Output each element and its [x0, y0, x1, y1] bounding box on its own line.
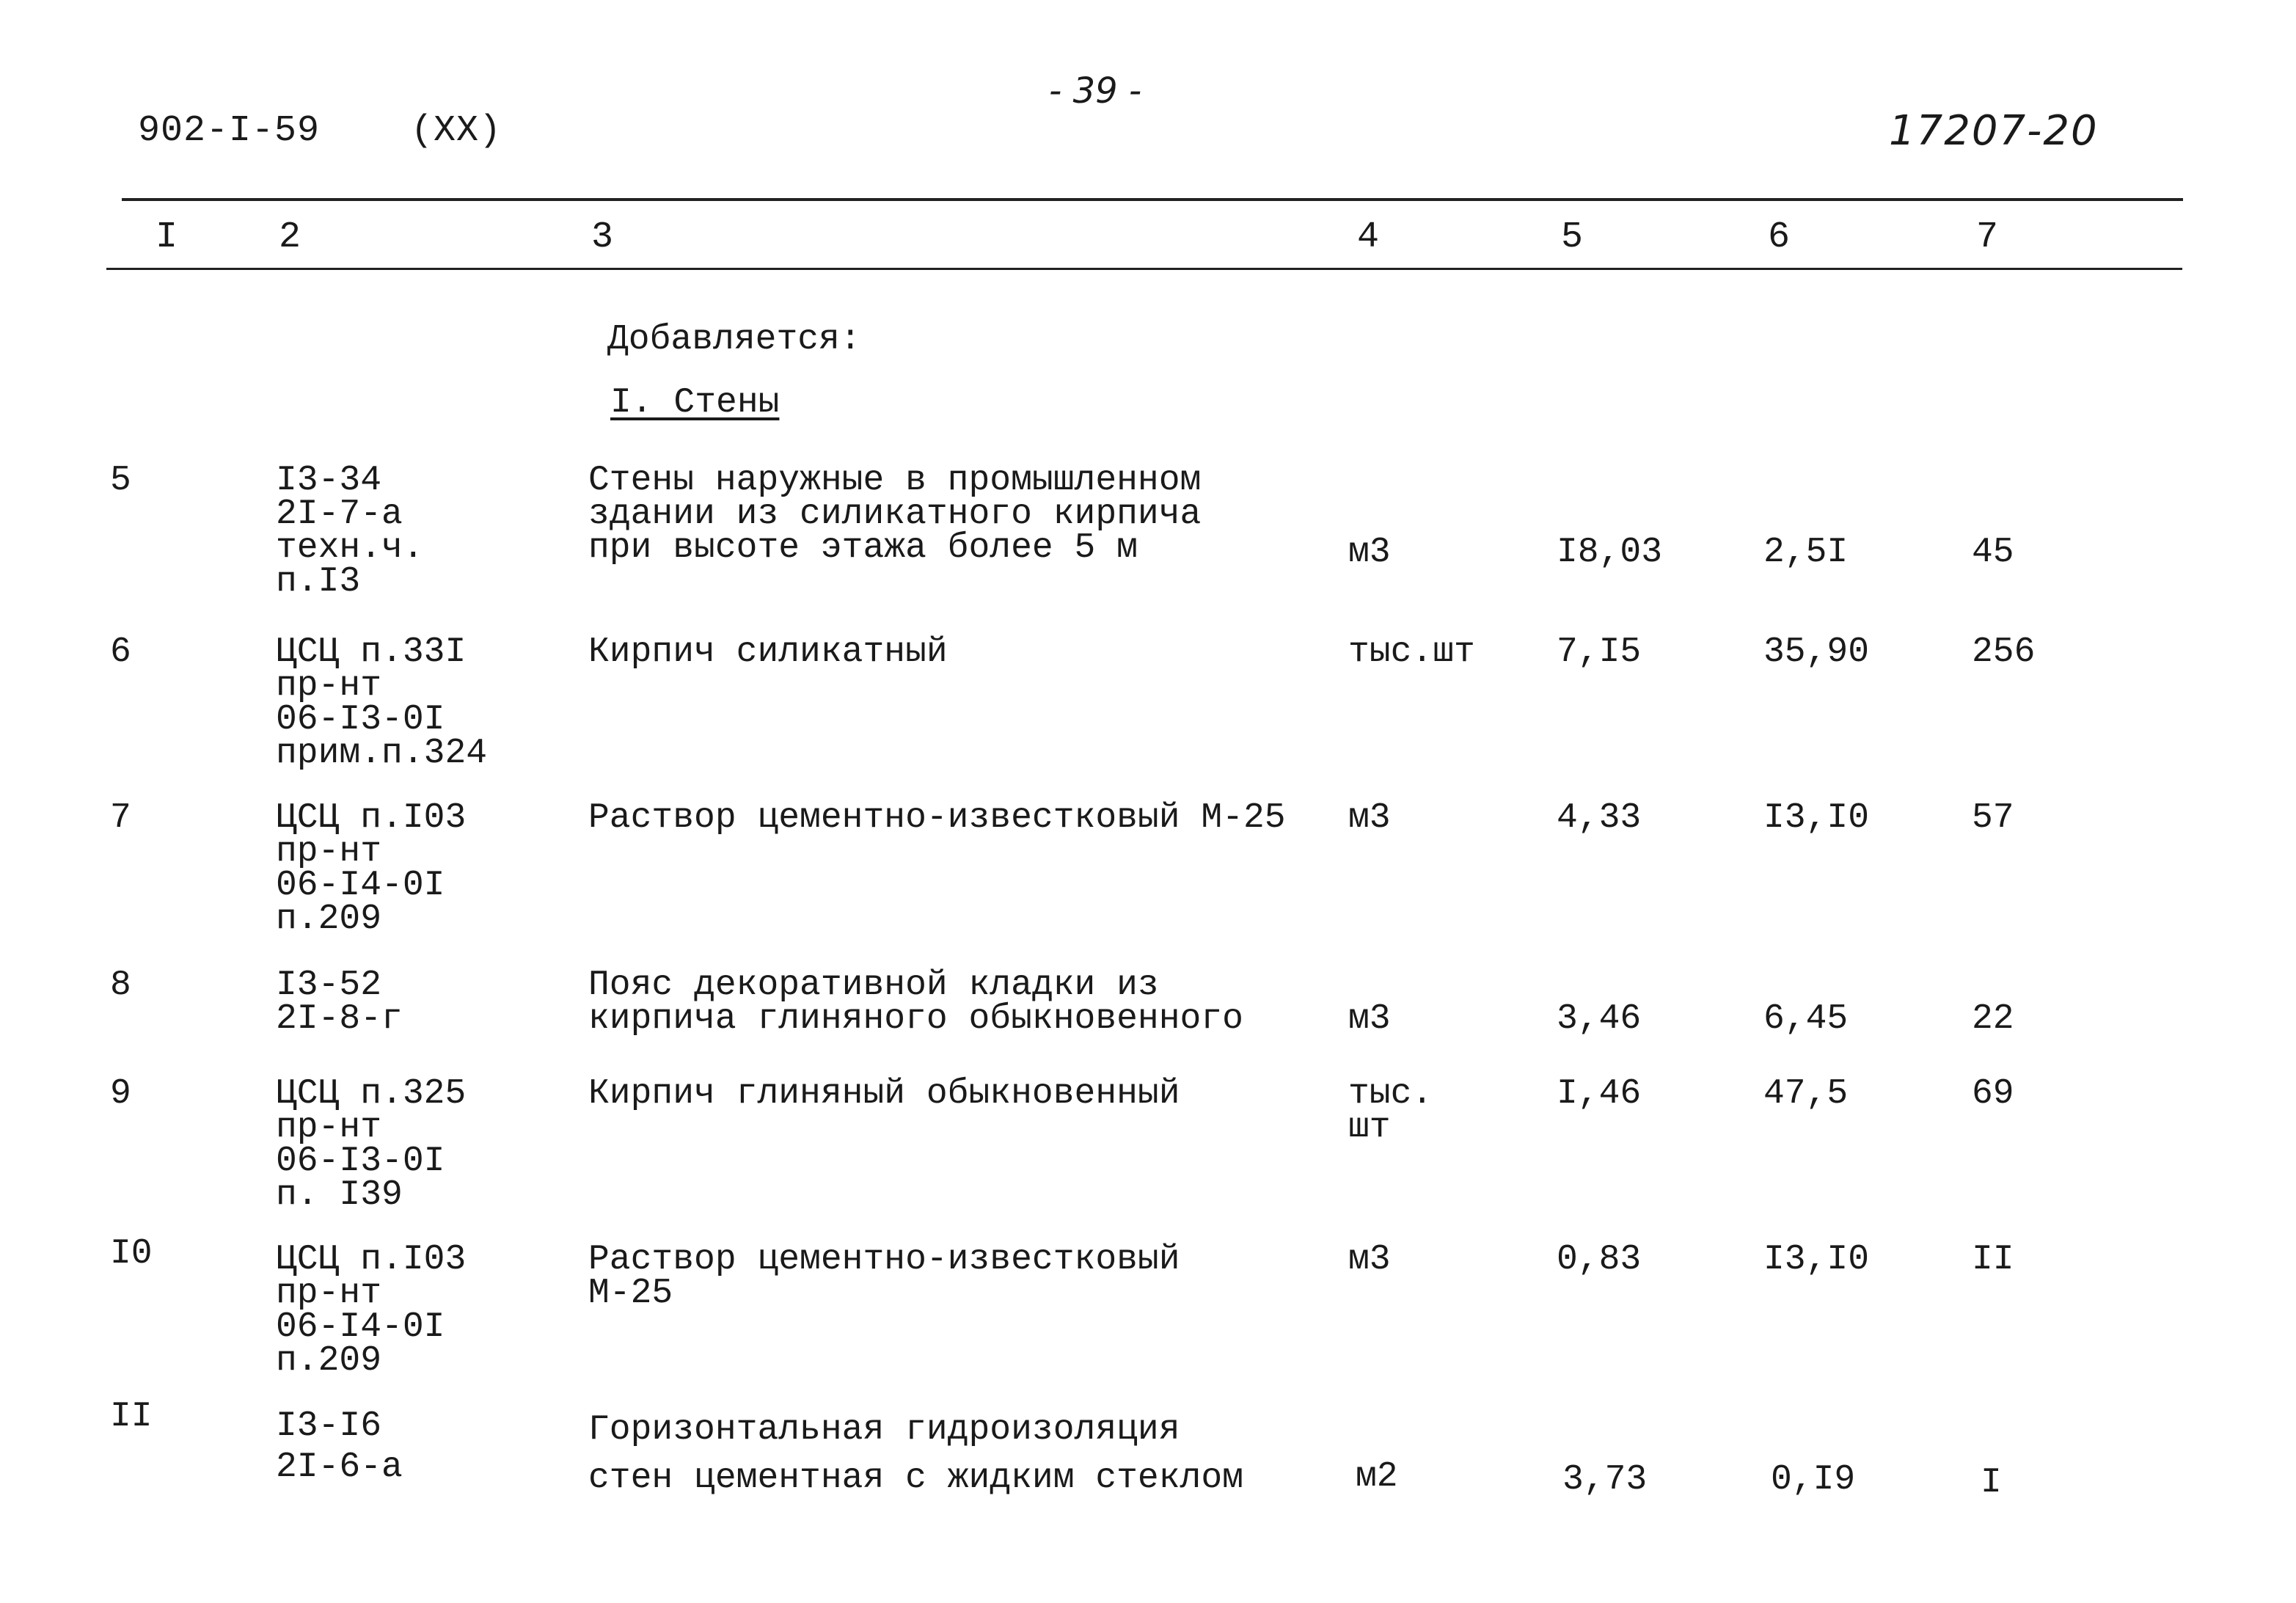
unit-line: шт: [1348, 1108, 1391, 1147]
reference-line: п.I3: [276, 562, 361, 602]
description-line: Кирпич глиняный обыкновенный: [588, 1074, 1180, 1114]
reference-line: 2I-8-г: [276, 999, 403, 1039]
reference-line: п.209: [276, 1341, 382, 1381]
reference-line: пр-нт: [276, 832, 382, 872]
reference-line: 06-I4-0I: [276, 866, 445, 905]
row-total: 45: [1972, 533, 2014, 572]
column-header-1: I: [156, 216, 178, 258]
row-unit: м3: [1348, 999, 1391, 1039]
page-number: - 39 -: [1049, 70, 1142, 112]
row-unit: м2: [1356, 1457, 1398, 1497]
row-description: [588, 965, 1243, 1039]
row-description: [588, 1074, 1180, 1114]
reference-line: ЦСЦ п.I03: [276, 798, 467, 838]
description-line: при высоте этажа более 5 м: [588, 528, 1138, 568]
reference-line: ЦСЦ п.I03: [276, 1240, 467, 1279]
row-unit: тыс.шт: [1348, 632, 1475, 672]
row-number: 5: [110, 461, 131, 500]
row-number: 9: [110, 1074, 131, 1114]
row-quantity: I,46: [1557, 1074, 1642, 1114]
unit-line: тыс.: [1348, 1074, 1433, 1114]
row-quantity: 3,46: [1557, 999, 1642, 1039]
row-description: [588, 1406, 1243, 1502]
reference-line: техн.ч.: [276, 528, 424, 568]
column-header-6: 6: [1768, 216, 1791, 258]
row-reference: [276, 1406, 403, 1488]
document-code-header: [138, 110, 502, 152]
row-number: I0: [110, 1234, 153, 1274]
reference-line: 2I-6-а: [276, 1447, 403, 1487]
row-reference: [276, 1074, 467, 1215]
section-title: I. Стены: [610, 383, 780, 423]
row-reference: [276, 798, 467, 939]
row-unit: м3: [1348, 798, 1391, 838]
row-description: [588, 798, 1286, 838]
table-top-rule: [122, 198, 2183, 201]
row-total: 69: [1972, 1074, 2014, 1114]
row-number: 7: [110, 798, 131, 838]
description-line: Раствор цементно-известковый: [588, 1240, 1180, 1279]
row-reference: [276, 461, 424, 602]
document-number: 17207-20: [1889, 107, 2099, 155]
series-label: (XX): [411, 110, 502, 152]
column-header-3: 3: [591, 216, 614, 258]
column-header-7: 7: [1976, 216, 1999, 258]
row-description: [588, 1240, 1180, 1313]
table-header-rule: [106, 268, 2182, 270]
row-unit: м3: [1348, 533, 1391, 572]
row-description: [588, 461, 1202, 568]
row-total: I: [1981, 1463, 2002, 1502]
row-unit-price: 35,90: [1763, 632, 1870, 672]
row-quantity: 7,I5: [1557, 632, 1642, 672]
reference-line: ЦСЦ п.33I: [276, 632, 467, 672]
row-unit: м3: [1348, 1240, 1391, 1279]
description-line: кирпича глиняного обыкновенного: [588, 999, 1243, 1039]
description-line: стен цементная с жидким стеклом: [588, 1458, 1243, 1498]
row-unit-price: I3,I0: [1763, 798, 1870, 838]
row-unit: [1348, 1074, 1433, 1147]
section-intro: Добавляется:: [607, 320, 861, 359]
column-header-4: 4: [1357, 216, 1380, 258]
row-unit-price: 47,5: [1763, 1074, 1849, 1114]
row-unit-price: I3,I0: [1763, 1240, 1870, 1279]
row-quantity: 4,33: [1557, 798, 1642, 838]
row-number: 6: [110, 632, 131, 672]
reference-line: ЦСЦ п.325: [276, 1074, 467, 1114]
row-total: 57: [1972, 798, 2014, 838]
reference-line: 06-I3-0I: [276, 700, 445, 740]
column-header-2: 2: [279, 216, 301, 258]
reference-line: п.209: [276, 899, 382, 939]
row-reference: [276, 1240, 467, 1381]
row-quantity: 0,83: [1557, 1240, 1642, 1279]
description-line: Раствор цементно-известковый М-25: [588, 798, 1286, 838]
row-reference: [276, 632, 488, 773]
row-unit-price: 6,45: [1763, 999, 1849, 1039]
reference-line: 2I-7-а: [276, 494, 403, 534]
reference-line: пр-нт: [276, 666, 382, 706]
project-code: 902-I-59: [138, 110, 321, 152]
reference-line: 06-I4-0I: [276, 1307, 445, 1347]
column-header-5: 5: [1561, 216, 1584, 258]
reference-line: I3-52: [276, 965, 382, 1005]
row-total: II: [1972, 1240, 2014, 1279]
row-reference: [276, 965, 403, 1039]
row-description: [588, 632, 948, 672]
row-unit-price: 2,5I: [1763, 533, 1849, 572]
description-line: М-25: [588, 1274, 673, 1313]
reference-line: пр-нт: [276, 1108, 382, 1147]
row-total: 256: [1972, 632, 2036, 672]
reference-line: пр-нт: [276, 1274, 382, 1313]
reference-line: I3-I6: [276, 1406, 382, 1446]
reference-line: 06-I3-0I: [276, 1142, 445, 1181]
row-number: II: [110, 1397, 153, 1436]
row-quantity: I8,03: [1557, 533, 1663, 572]
reference-line: п. I39: [276, 1175, 403, 1215]
reference-line: I3-34: [276, 461, 382, 500]
row-quantity: 3,73: [1562, 1460, 1648, 1500]
description-line: Кирпич силикатный: [588, 632, 948, 672]
reference-line: прим.п.324: [276, 734, 488, 773]
row-unit-price: 0,I9: [1771, 1460, 1856, 1500]
row-total: 22: [1972, 999, 2014, 1039]
description-line: здании из силикатного кирпича: [588, 494, 1202, 534]
row-number: 8: [110, 965, 131, 1005]
description-line: Горизонтальная гидроизоляция: [588, 1410, 1180, 1450]
description-line: Пояс декоративной кладки из: [588, 965, 1159, 1005]
description-line: Стены наружные в промышленном: [588, 461, 1202, 500]
